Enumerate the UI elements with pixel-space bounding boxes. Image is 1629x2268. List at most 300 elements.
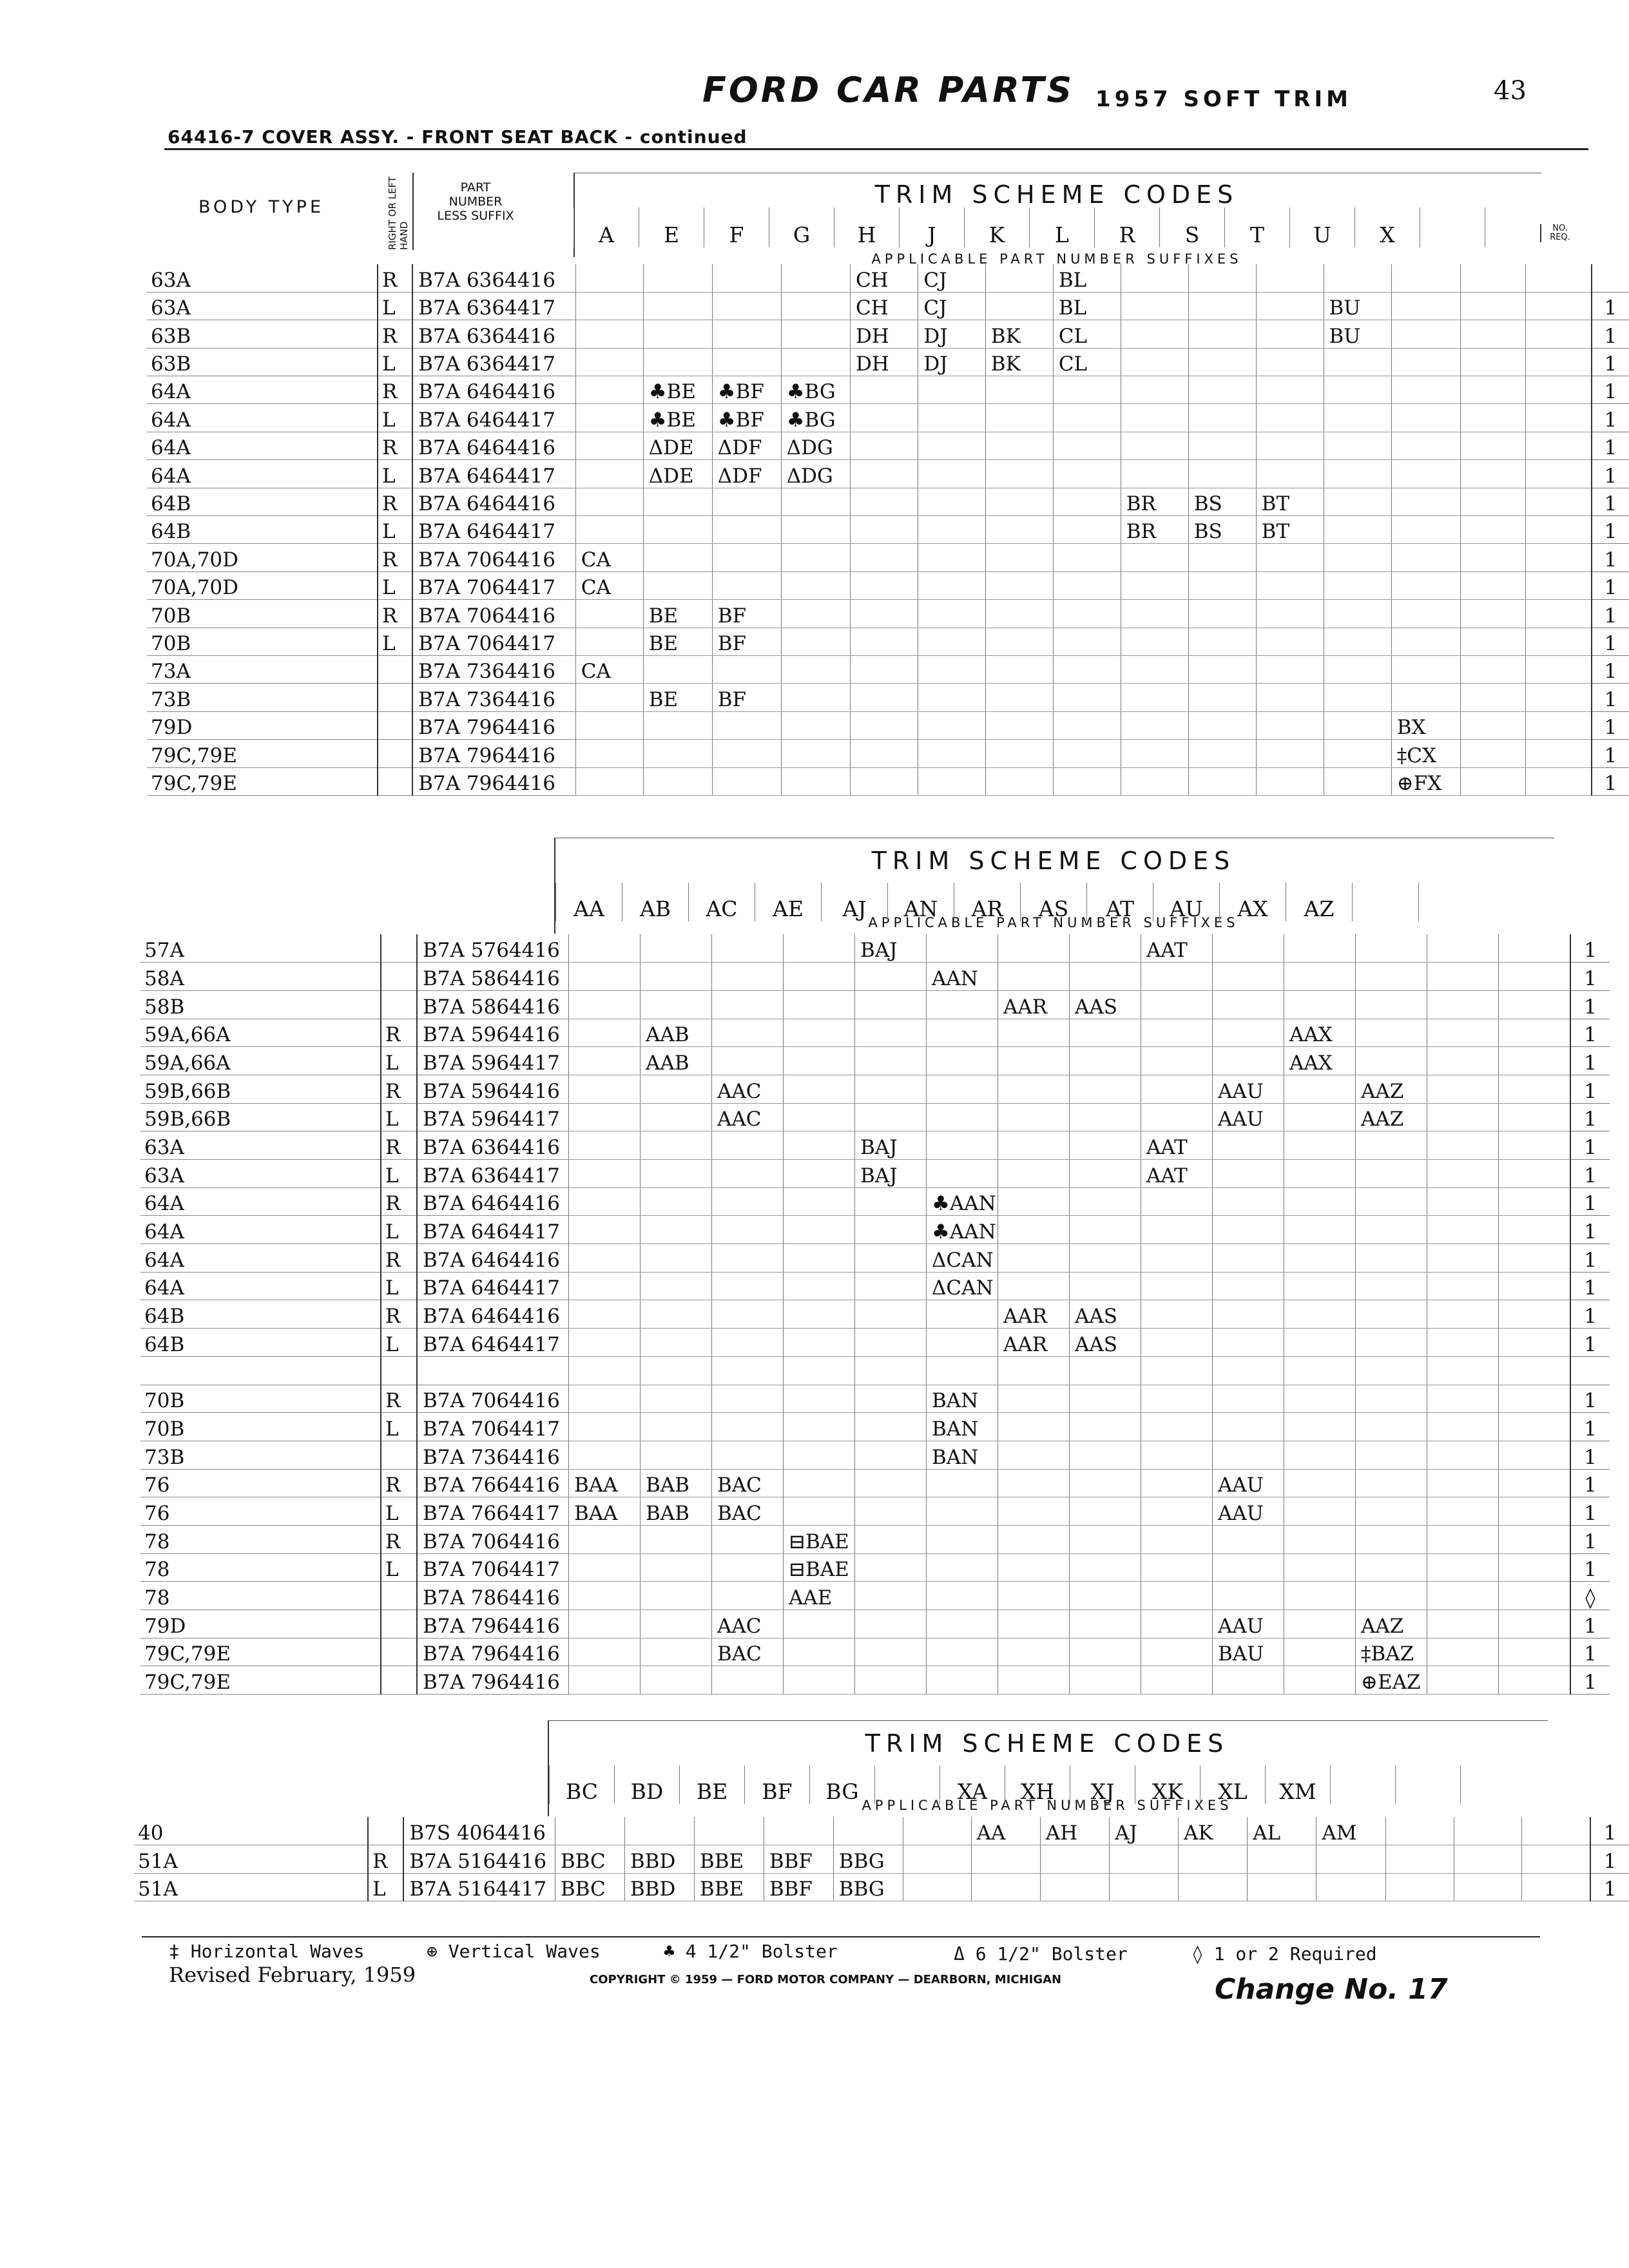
suffix-cell — [1188, 264, 1256, 292]
suffix-cell — [1121, 600, 1188, 628]
suffix-cell: AA — [971, 1817, 1040, 1845]
part-number-cell: B7A 7064417 — [417, 1413, 569, 1441]
suffix-cell — [641, 1441, 712, 1469]
suffix-cell: AAX — [1284, 1019, 1356, 1047]
suffix-cell — [1213, 1329, 1284, 1357]
suffix-cell — [1070, 1610, 1141, 1639]
suffix-cell — [712, 1131, 784, 1160]
body-type-cell: 59A,66A — [140, 1047, 381, 1075]
table1 — [147, 264, 1629, 796]
hand-cell: R — [378, 544, 412, 572]
suffix-cell — [918, 655, 985, 683]
suffix-cell: BE — [643, 628, 712, 655]
table3-code-row — [549, 1765, 1525, 1804]
suffix-cell — [1522, 1845, 1590, 1874]
suffix-cell — [712, 740, 781, 767]
no-required-cell — [1570, 1356, 1610, 1385]
suffix-cell — [1179, 1873, 1248, 1901]
part-number-cell: B7A 6464417 — [412, 404, 575, 432]
suffix-cell — [855, 1300, 927, 1329]
body-type-cell: 58A — [140, 963, 381, 991]
suffix-cell: AAT — [1141, 934, 1213, 963]
suffix-cell — [918, 628, 985, 655]
hand-cell: L — [381, 1329, 417, 1357]
hand-cell — [381, 1666, 417, 1695]
suffix-cell — [784, 1131, 855, 1160]
suffix-cell — [1391, 432, 1460, 459]
hand-cell: R — [378, 432, 412, 459]
suffix-cell — [1213, 1385, 1284, 1413]
suffix-cell — [1053, 404, 1121, 432]
suffix-cell — [712, 1413, 784, 1441]
suffix-cell — [1324, 432, 1391, 459]
suffix-cell: DH — [850, 320, 918, 348]
suffix-cell — [1526, 628, 1592, 655]
no-required-cell: 1 — [1570, 1187, 1610, 1216]
suffix-cell: BBC — [555, 1845, 624, 1874]
suffix-cell — [712, 1047, 784, 1075]
hand-cell: R — [378, 264, 412, 292]
hand-cell: R — [381, 1131, 417, 1160]
table-row — [147, 655, 1629, 683]
suffix-cell — [850, 432, 918, 459]
suffix-cell — [569, 963, 641, 991]
suffix-cell — [643, 767, 712, 795]
suffix-cell — [927, 1553, 998, 1582]
suffix-cell: CL — [1053, 320, 1121, 348]
suffix-cell — [1141, 1610, 1213, 1639]
suffix-cell — [998, 1356, 1070, 1385]
part-number-cell: B7S 4064416 — [403, 1817, 555, 1845]
suffix-cell: BAB — [641, 1497, 712, 1526]
trim-code-header: AU — [1153, 883, 1220, 921]
suffix-cell — [1256, 376, 1324, 404]
body-type-cell: 78 — [140, 1553, 381, 1582]
body-type-cell: 59B,66B — [140, 1103, 381, 1131]
suffix-cell — [1284, 1244, 1356, 1273]
suffix-cell — [641, 1131, 712, 1160]
suffix-cell — [1141, 1019, 1213, 1047]
suffix-cell — [1284, 1497, 1356, 1526]
suffix-cell — [1256, 767, 1324, 795]
suffix-cell — [1427, 1638, 1499, 1666]
suffix-cell — [712, 516, 781, 544]
suffix-cell — [643, 711, 712, 739]
suffix-cell — [784, 1329, 855, 1357]
table-row — [147, 320, 1629, 348]
suffix-cell — [985, 767, 1053, 795]
hand-cell — [378, 655, 412, 683]
body-type-cell: 63A — [140, 1131, 381, 1160]
suffix-cell: ♣BE — [643, 376, 712, 404]
suffix-cell — [712, 1385, 784, 1413]
suffix-cell — [985, 264, 1053, 292]
suffix-cell: ΔDE — [643, 432, 712, 459]
suffix-cell — [1427, 1244, 1499, 1273]
trim-code-header: AZ — [1286, 883, 1353, 921]
suffix-cell — [1141, 1638, 1213, 1666]
suffix-cell — [1141, 990, 1213, 1019]
suffix-cell: BS — [1188, 488, 1256, 515]
suffix-cell — [855, 1666, 927, 1695]
suffix-cell: CA — [575, 572, 643, 599]
suffix-cell — [1284, 1329, 1356, 1357]
trim-code-header — [1485, 207, 1550, 247]
suffix-cell — [1324, 376, 1391, 404]
table-row — [140, 1441, 1610, 1469]
no-required-cell: 1 — [1570, 1441, 1610, 1469]
suffix-cell: AAU — [1213, 1075, 1284, 1103]
body-type-cell: 64A — [140, 1187, 381, 1216]
suffix-cell — [1460, 767, 1526, 795]
table-row — [140, 990, 1610, 1019]
suffix-cell — [1499, 1385, 1571, 1413]
suffix-cell — [918, 432, 985, 459]
suffix-cell: BBE — [694, 1873, 764, 1901]
suffix-cell — [1316, 1845, 1386, 1874]
suffix-cell — [1427, 1187, 1499, 1216]
suffix-cell — [1121, 348, 1188, 376]
suffix-cell — [712, 348, 781, 376]
suffix-cell — [1141, 1497, 1213, 1526]
suffix-cell: BU — [1324, 320, 1391, 348]
suffix-cell — [1460, 740, 1526, 767]
suffix-cell — [1499, 963, 1571, 991]
body-type-cell: 64A — [140, 1244, 381, 1273]
suffix-cell — [712, 1160, 784, 1188]
suffix-cell: BAA — [569, 1497, 641, 1526]
suffix-cell: ♣AAN — [927, 1216, 998, 1244]
suffix-cell — [1256, 432, 1324, 459]
suffix-cell — [784, 1216, 855, 1244]
part-number-cell: B7A 6464417 — [412, 460, 575, 488]
hand-cell: R — [378, 488, 412, 515]
suffix-cell: BBD — [624, 1873, 694, 1901]
suffix-cell — [1256, 348, 1324, 376]
header-rule — [164, 148, 1588, 150]
no-required-cell: 1 — [1592, 684, 1629, 711]
suffix-cell: ΔDG — [781, 432, 850, 459]
no-required-cell: 1 — [1592, 572, 1629, 599]
suffix-cell — [1053, 572, 1121, 599]
suffix-cell — [927, 1019, 998, 1047]
suffix-cell — [643, 292, 712, 320]
part-number-cell: B7A 5864416 — [417, 990, 569, 1019]
suffix-cell: AAU — [1213, 1610, 1284, 1639]
trim-code-header: J — [900, 207, 965, 247]
suffix-cell — [712, 1244, 784, 1273]
no-required-cell: 1 — [1570, 1469, 1610, 1497]
trim-code-header: A — [574, 207, 639, 247]
suffix-cell — [784, 1666, 855, 1695]
suffix-cell — [1284, 1160, 1356, 1188]
hand-cell — [368, 1817, 403, 1845]
suffix-cell: AAT — [1141, 1131, 1213, 1160]
suffix-cell — [918, 516, 985, 544]
no-req-line2: REQ. — [1550, 233, 1570, 242]
suffix-cell — [784, 1075, 855, 1103]
suffix-cell — [855, 1525, 927, 1553]
hand-cell — [381, 1441, 417, 1469]
suffix-cell — [1284, 1131, 1356, 1160]
suffix-cell — [1121, 711, 1188, 739]
part-number-cell: B7A 7064416 — [417, 1385, 569, 1413]
suffix-cell — [1121, 572, 1188, 599]
suffix-cell — [1460, 264, 1526, 292]
suffix-cell — [643, 655, 712, 683]
suffix-cell — [998, 1019, 1070, 1047]
suffix-cell — [927, 1131, 998, 1160]
suffix-cell: AAX — [1284, 1047, 1356, 1075]
suffix-cell — [1121, 404, 1188, 432]
suffix-cell — [927, 1582, 998, 1610]
suffix-cell — [1460, 320, 1526, 348]
suffix-cell — [1526, 711, 1592, 739]
suffix-cell — [1324, 711, 1391, 739]
body-type-cell: 63A — [140, 1160, 381, 1188]
suffix-cell — [1526, 572, 1592, 599]
table-row — [134, 1845, 1629, 1874]
hand-cell — [381, 1610, 417, 1639]
trim-code-header — [1353, 883, 1419, 921]
suffix-cell — [1324, 264, 1391, 292]
body-type-cell: 63A — [147, 292, 378, 320]
suffix-cell — [1141, 1441, 1213, 1469]
suffix-cell — [1188, 376, 1256, 404]
hand-cell: R — [381, 1244, 417, 1273]
trim-code-header: BF — [745, 1765, 810, 1804]
table-row — [147, 460, 1629, 488]
suffix-cell — [1053, 432, 1121, 459]
suffix-cell — [1427, 990, 1499, 1019]
no-required-cell: 1 — [1570, 1666, 1610, 1695]
suffix-cell — [712, 1666, 784, 1695]
body-type-cell: 58B — [140, 990, 381, 1019]
suffix-cell — [1499, 1019, 1571, 1047]
suffix-cell: AAU — [1213, 1469, 1284, 1497]
suffix-cell — [1110, 1845, 1179, 1874]
suffix-cell — [1324, 628, 1391, 655]
suffix-cell — [1070, 1497, 1141, 1526]
suffix-cell — [918, 711, 985, 739]
suffix-cell — [1499, 1638, 1571, 1666]
suffix-cell — [641, 1525, 712, 1553]
suffix-cell — [850, 767, 918, 795]
trim-code-header — [1420, 207, 1485, 247]
trim-code-header: XL — [1200, 1765, 1266, 1804]
no-required-cell: 1 — [1592, 516, 1629, 544]
part-number-cell: B7A 7064416 — [417, 1525, 569, 1553]
hand-cell: R — [381, 1187, 417, 1216]
suffix-cell — [764, 1817, 833, 1845]
suffix-cell — [855, 1441, 927, 1469]
suffix-cell — [1070, 1019, 1141, 1047]
suffix-cell — [1121, 432, 1188, 459]
suffix-cell — [641, 1103, 712, 1131]
suffix-cell — [998, 1272, 1070, 1300]
table3 — [134, 1817, 1629, 1901]
suffix-cell — [927, 1329, 998, 1357]
suffix-cell: BL — [1053, 292, 1121, 320]
suffix-cell — [985, 600, 1053, 628]
suffix-cell — [1499, 1047, 1571, 1075]
suffix-cell — [927, 1610, 998, 1639]
suffix-cell — [1256, 655, 1324, 683]
suffix-cell — [998, 1582, 1070, 1610]
suffix-cell — [1356, 1131, 1427, 1160]
suffix-cell — [712, 1582, 784, 1610]
suffix-cell — [1256, 572, 1324, 599]
suffix-cell — [1213, 1272, 1284, 1300]
suffix-cell — [569, 1666, 641, 1695]
suffix-cell — [998, 1103, 1070, 1131]
table-row — [134, 1873, 1629, 1901]
suffix-cell: AAZ — [1356, 1075, 1427, 1103]
suffix-cell — [1499, 1075, 1571, 1103]
body-type-cell: 79D — [147, 711, 378, 739]
suffix-cell — [998, 1497, 1070, 1526]
suffix-cell — [918, 488, 985, 515]
body-type-cell: 64A — [147, 376, 378, 404]
suffix-cell — [1356, 1272, 1427, 1300]
suffix-cell — [1356, 1216, 1427, 1244]
suffix-cell: BF — [712, 684, 781, 711]
body-type-cell: 40 — [134, 1817, 368, 1845]
suffix-cell — [569, 934, 641, 963]
suffix-cell — [781, 264, 850, 292]
suffix-cell — [1213, 1553, 1284, 1582]
suffix-cell — [1391, 572, 1460, 599]
suffix-cell — [985, 292, 1053, 320]
suffix-cell — [1324, 572, 1391, 599]
legend-6-1-2-bolster: Δ 6 1/2" Bolster — [954, 1943, 1128, 1965]
suffix-cell — [641, 1160, 712, 1188]
suffix-cell — [1284, 1582, 1356, 1610]
suffix-cell — [784, 1272, 855, 1300]
no-required-cell: 1 — [1592, 320, 1629, 348]
suffix-cell — [1188, 600, 1256, 628]
suffix-cell — [1460, 572, 1526, 599]
suffix-cell — [781, 740, 850, 767]
trim-code-header: BE — [680, 1765, 745, 1804]
part-number-cell: B7A 5964417 — [417, 1047, 569, 1075]
trim-code-header: BC — [550, 1765, 615, 1804]
suffix-cell — [1356, 1047, 1427, 1075]
suffix-cell — [569, 1103, 641, 1131]
suffix-cell — [998, 934, 1070, 963]
table-row — [140, 1244, 1610, 1273]
suffix-cell — [1526, 292, 1592, 320]
suffix-cell — [784, 990, 855, 1019]
suffix-cell — [1284, 1469, 1356, 1497]
suffix-cell: ⊟BAE — [784, 1525, 855, 1553]
suffix-cell — [855, 1469, 927, 1497]
suffix-cell — [1356, 934, 1427, 963]
body-type-cell: 73B — [147, 684, 378, 711]
hand-cell — [381, 1582, 417, 1610]
suffix-cell — [1188, 292, 1256, 320]
suffix-cell — [998, 1385, 1070, 1413]
body-type-cell: 79C,79E — [147, 767, 378, 795]
suffix-cell — [927, 1638, 998, 1666]
suffix-cell — [643, 516, 712, 544]
suffix-cell — [569, 990, 641, 1019]
suffix-cell — [1070, 1469, 1141, 1497]
suffix-cell — [1248, 1845, 1316, 1874]
suffix-cell — [569, 1385, 641, 1413]
suffix-cell: AAR — [998, 1300, 1070, 1329]
suffix-cell — [918, 767, 985, 795]
suffix-cell — [850, 684, 918, 711]
body-type-cell: 63A — [147, 264, 378, 292]
body-type-cell: 64B — [140, 1329, 381, 1357]
suffix-cell — [1324, 348, 1391, 376]
part-number-cell — [417, 1356, 569, 1385]
table-row — [147, 628, 1629, 655]
suffix-cell — [784, 1469, 855, 1497]
body-type-cell: 78 — [140, 1525, 381, 1553]
suffix-cell — [850, 655, 918, 683]
suffix-cell — [784, 1610, 855, 1639]
suffix-cell — [855, 1497, 927, 1526]
no-required-cell: 1 — [1570, 963, 1610, 991]
no-req-line1: NO. — [1552, 224, 1568, 233]
suffix-cell — [643, 320, 712, 348]
suffix-cell — [1256, 711, 1324, 739]
body-type-cell: 64A — [140, 1272, 381, 1300]
suffix-cell — [1213, 1413, 1284, 1441]
table-row — [147, 292, 1629, 320]
suffix-cell — [781, 348, 850, 376]
suffix-cell — [1070, 1075, 1141, 1103]
body-type-cell: 73B — [140, 1441, 381, 1469]
trim-code-header: AA — [556, 883, 622, 921]
suffix-cell — [1324, 488, 1391, 515]
suffix-cell — [855, 1582, 927, 1610]
suffix-cell — [781, 292, 850, 320]
trim-code-header: R — [1095, 207, 1160, 247]
suffix-cell — [998, 963, 1070, 991]
suffix-cell — [1213, 1582, 1284, 1610]
suffix-cell — [1391, 348, 1460, 376]
suffix-cell: BR — [1121, 516, 1188, 544]
suffix-cell — [569, 1413, 641, 1441]
suffix-cell: ⊕EAZ — [1356, 1666, 1427, 1695]
no-required-cell: 1 — [1570, 1329, 1610, 1357]
suffix-cell: BK — [985, 320, 1053, 348]
suffix-cell — [927, 1047, 998, 1075]
suffix-cell — [927, 934, 998, 963]
suffix-cell — [903, 1845, 971, 1874]
page-number: 43 — [1494, 76, 1527, 106]
part-number-cell: B7A 5964416 — [417, 1019, 569, 1047]
suffix-cell: AM — [1316, 1817, 1386, 1845]
suffix-cell — [855, 963, 927, 991]
suffix-cell: AAU — [1213, 1497, 1284, 1526]
suffix-cell — [1053, 684, 1121, 711]
hand-cell: L — [378, 572, 412, 599]
suffix-cell — [1526, 544, 1592, 572]
suffix-cell — [998, 1441, 1070, 1469]
suffix-cell — [1427, 1019, 1499, 1047]
suffix-cell — [643, 740, 712, 767]
body-type-header: BODY TYPE — [198, 197, 325, 217]
body-type-cell: 51A — [134, 1845, 368, 1874]
suffix-cell — [1141, 1329, 1213, 1357]
legend-vertical-waves: ⊕ Vertical Waves — [427, 1941, 601, 1962]
suffix-cell — [1053, 488, 1121, 515]
suffix-cell — [1499, 1131, 1571, 1160]
